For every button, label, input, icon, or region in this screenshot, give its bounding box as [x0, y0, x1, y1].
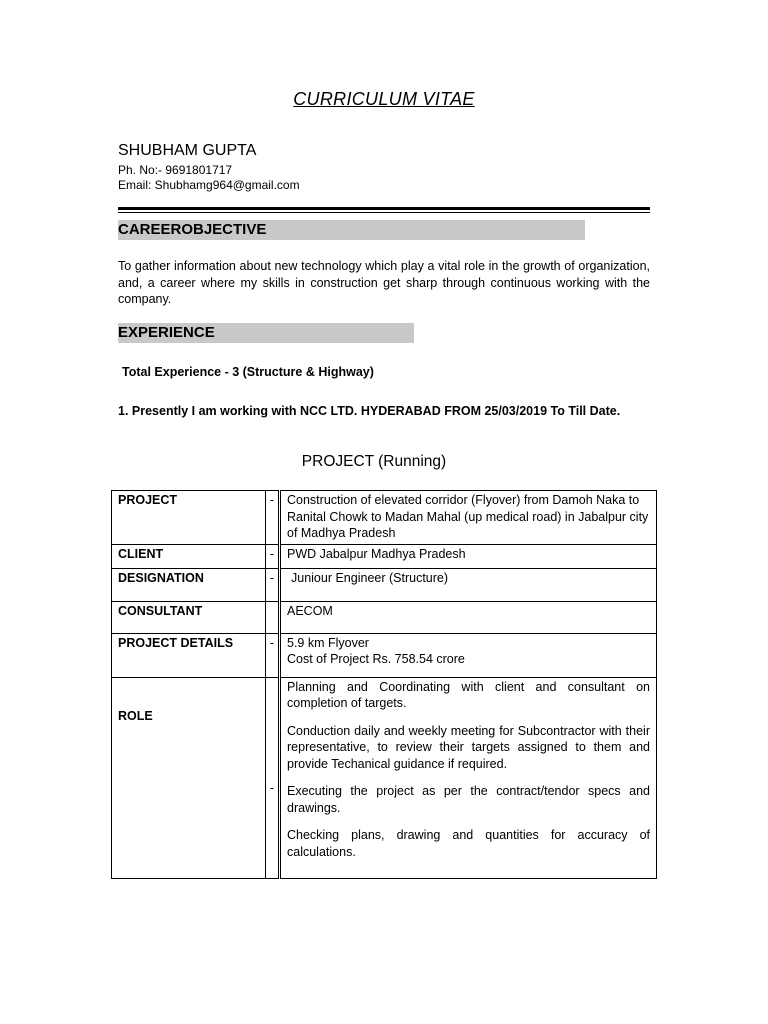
career-objective-heading: CAREEROBJECTIVE	[118, 220, 585, 240]
row-value	[280, 633, 657, 677]
experience-heading: EXPERIENCE	[118, 323, 414, 343]
row-key: DESIGNATION	[112, 568, 266, 601]
table-row	[112, 601, 657, 633]
role-item: Planning and Coordinating with client and consultant on completion of targets.	[287, 679, 650, 710]
phone-number: Ph. No:- 9691801717	[118, 163, 233, 177]
document-title: CURRICULUM VITAE	[293, 89, 475, 109]
row-dash: -	[266, 544, 280, 568]
total-experience: Total Experience - 3 (Structure & Highway)	[122, 365, 374, 379]
table-row	[112, 544, 657, 568]
row-dash: -	[266, 633, 280, 677]
role-item: Checking plans, drawing and quantities for accuracy of calculations.	[287, 828, 650, 859]
row-key: CLIENT	[112, 544, 266, 568]
candidate-name: SHUBHAM GUPTA	[118, 142, 257, 159]
row-dash	[266, 601, 280, 633]
row-value: PWD Jabalpur Madhya Pradesh	[280, 544, 657, 568]
table-row	[112, 633, 657, 677]
current-employment: 1. Presently I am working with NCC LTD. HYDERABAD FROM 25/03/2019 To Till Date.	[118, 404, 621, 418]
email-address: Email: Shubhamg964@gmail.com	[118, 178, 300, 192]
row-value: Construction of elevated corridor (Flyover) from Damoh Naka to Ranital Chowk to Madan Mahal (up medical road) in Jabalpur city of Madhya Pradesh	[280, 491, 657, 545]
table-row	[112, 491, 657, 545]
role-item: Executing the project as per the contract/tendor specs and drawings.	[287, 784, 650, 815]
row-key: PROJECT	[112, 491, 266, 545]
row-dash: -	[266, 568, 280, 601]
table-row	[112, 677, 657, 879]
career-objective-text: To gather information about new technology which play a vital role in the growth of organization, and, a career where my skills in construction get sharp through continuous working with the company.	[118, 259, 650, 306]
header-divider-thin	[118, 212, 650, 213]
header-divider-thick	[118, 207, 650, 210]
project-heading: PROJECT (Running)	[301, 453, 447, 470]
project-table	[111, 490, 657, 879]
row-dash: -	[266, 677, 280, 879]
row-value: AECOM	[280, 601, 657, 633]
row-key: CONSULTANT	[112, 601, 266, 633]
project-detail-line: Cost of Project Rs. 758.54 crore	[287, 652, 465, 666]
row-key: PROJECT DETAILS	[112, 633, 266, 677]
project-detail-line: 5.9 km Flyover	[287, 635, 369, 650]
role-item: Conduction daily and weekly meeting for Subcontractor with their representative, to review their targets assigned to them and provide Techanical guidance if required.	[287, 723, 650, 771]
role-list	[280, 677, 657, 879]
table-row	[112, 568, 657, 601]
row-value: Juniour Engineer (Structure)	[280, 568, 657, 601]
row-key: ROLE	[112, 677, 266, 879]
row-dash: -	[266, 491, 280, 545]
